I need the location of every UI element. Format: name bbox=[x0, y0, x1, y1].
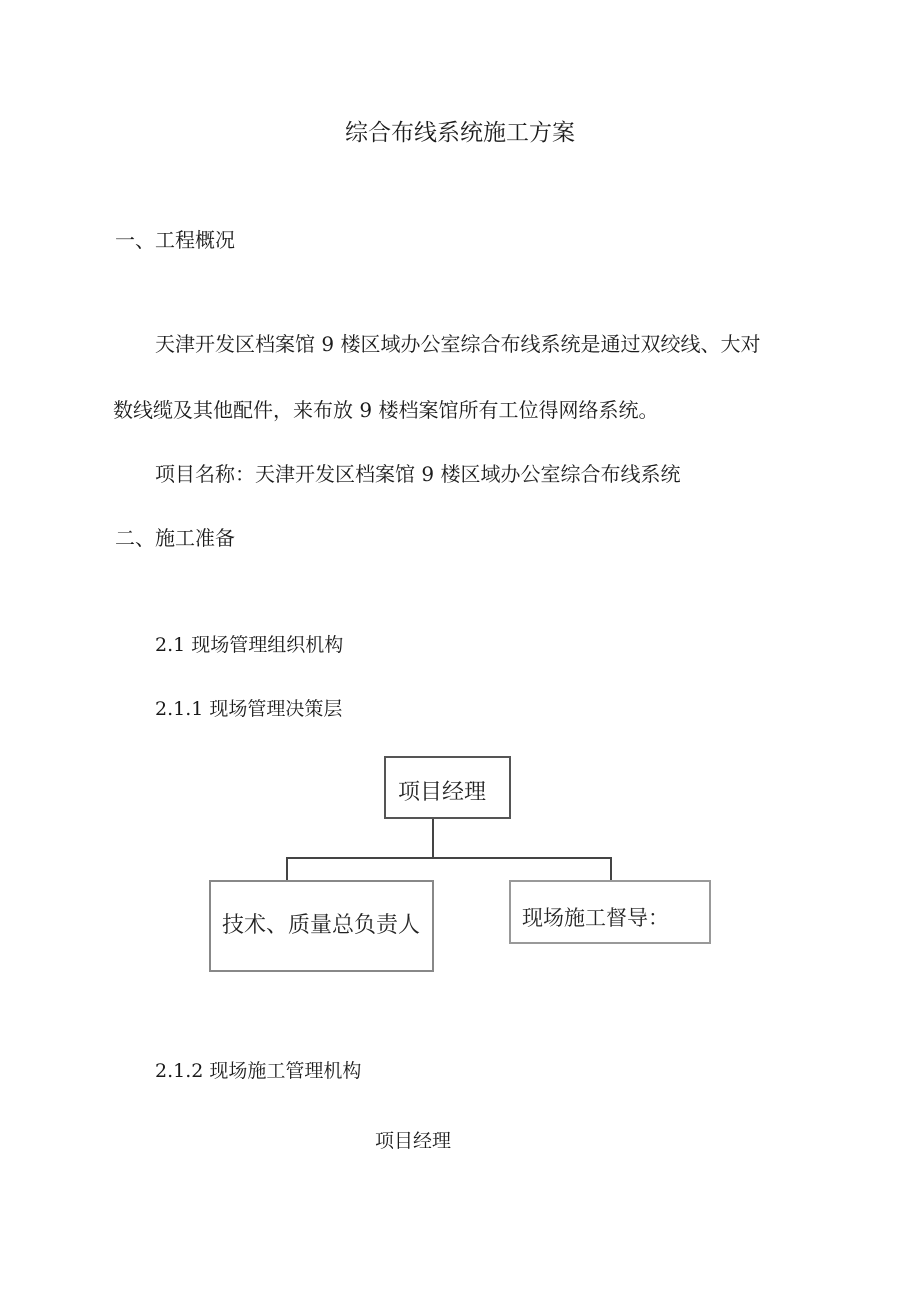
overview-paragraph-line-2: 数线缆及其他配件，来布放 9 楼档案馆所有工位得网络系统。 bbox=[113, 398, 659, 422]
section-heading-overview: 一、工程概况 bbox=[115, 228, 235, 252]
org-node-site-supervisor-label: 现场施工督导： bbox=[522, 906, 669, 930]
overview-paragraph-line-1: 天津开发区档案馆 9 楼区域办公室综合布线系统是通过双绞线、大对 bbox=[155, 332, 761, 356]
org-connector-right bbox=[610, 857, 612, 881]
org-node-project-manager bbox=[384, 756, 511, 819]
org-chart-2-root-label: 项目经理 bbox=[375, 1130, 452, 1152]
org-connector-horizontal bbox=[286, 857, 612, 859]
project-name: 项目名称：天津开发区档案馆 9 楼区域办公室综合布线系统 bbox=[155, 462, 681, 486]
subsection-2-1-1: 2.1.1 现场管理决策层 bbox=[155, 698, 343, 720]
org-connector-vertical bbox=[432, 819, 434, 859]
subsection-2-1-2: 2.1.2 现场施工管理机构 bbox=[155, 1060, 362, 1082]
org-node-tech-quality-lead bbox=[209, 880, 434, 972]
org-connector-left bbox=[286, 857, 288, 881]
org-node-site-supervisor bbox=[509, 880, 711, 944]
document-title: 综合布线系统施工方案 bbox=[345, 120, 575, 146]
subsection-2-1: 2.1 现场管理组织机构 bbox=[155, 634, 344, 656]
org-node-tech-quality-lead-label: 技术、质量总负责人 bbox=[222, 913, 421, 938]
org-node-project-manager-label: 项目经理 bbox=[398, 780, 487, 805]
section-heading-preparation: 二、施工准备 bbox=[115, 526, 235, 550]
